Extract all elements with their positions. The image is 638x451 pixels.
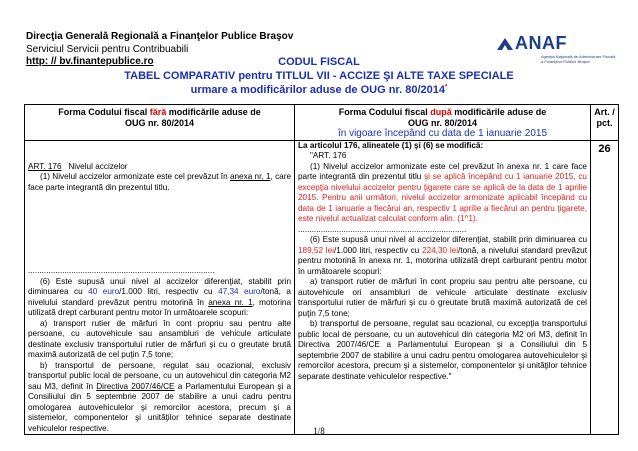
value-highlight: 189,52 lei — [298, 245, 335, 255]
amendment-intro: La articolul 176, alineatele (1) şi (6) se modifică: — [298, 140, 484, 150]
cell-after — [295, 140, 591, 435]
table-row — [25, 140, 619, 435]
para-text: , motorina utilizată drept carburant pentru motor în următoarele scopuri: — [28, 297, 292, 317]
ellipsis-line: .......................................................................... — [298, 224, 467, 234]
logo-subtitle-2: a Finanţelor Publice Braşov — [541, 59, 590, 64]
footnote-mark: * — [444, 84, 448, 91]
para-a: a) transport rutier de mărfuri în cont propriu sau pentru alte persoane, cu autovehicule sau ansambluri de vehicule articulate destinate exclusiv transportului rutier de mărfuri şi cu o greutate brută maximă autorizată de cel puţin 7,5 tone; — [28, 318, 291, 359]
para-text: (6) Este supusă unui nivel al accizelor diferenţiat, stabilit prin diminuarea cu — [28, 276, 291, 296]
header-col-before — [25, 105, 295, 141]
ellipsis-line: .................................................................................. — [28, 266, 215, 275]
header-text: Art. / pct. — [594, 107, 615, 128]
comparison-table — [24, 104, 619, 435]
article-ref: ART. 176 — [28, 161, 62, 171]
para-text: /1.000 litri, respectiv cu — [334, 245, 423, 255]
header-highlight: fără — [149, 107, 167, 117]
directive-link[interactable]: Directiva 2007/46/CE — [96, 381, 175, 391]
header-col-article — [591, 105, 619, 141]
table-header-row — [25, 105, 619, 141]
header-text: modificările aduse de — [166, 107, 261, 117]
logo-subtitle-1: Agenţia Naţională de Administrare Fiscală — [541, 54, 616, 59]
header-text: OUG nr. 80/2014 — [124, 117, 195, 128]
cell-before — [25, 140, 295, 435]
para-text: (1) Nivelul accizelor armonizate este cel prevăzut în anexa nr. 1 care face parte integrantă din prezentul titlu — [298, 161, 587, 181]
value-highlight: 47,34 euro — [218, 287, 261, 296]
article-title: Nivelul accizelor — [68, 161, 128, 171]
para-text: , care face parte integrantă din prezentul titlu. — [28, 172, 291, 192]
para-text: /tonă, a nivelului standard prevăzut pentru motorină în — [28, 287, 291, 307]
annex-link[interactable]: anexa nr. 1 — [208, 297, 253, 307]
article-number-text: 26 — [598, 142, 611, 155]
article-number — [591, 140, 619, 435]
header-text: modificările aduse de — [451, 107, 547, 117]
service-name: Serviciul Servicii pentru Contribuabili — [26, 43, 189, 55]
value-highlight: 40 euro — [88, 287, 120, 296]
article-ref: "ART. 176 — [310, 151, 347, 160]
anaf-logo-mark-icon — [497, 38, 513, 50]
para-text: /tonă, a nivelului standard prevăzut pentru motorină în anexa nr. 1, motorina utilizată drept carburant pentru motor în următoarele scopuri: — [298, 245, 587, 276]
para-text: b) transportul de persoane, regulat sau ocazional, exclusiv transportul public local de persoane, cu un autovehicul din categoria M2 sau M3, definit în — [28, 360, 291, 391]
value-highlight: 224,30 lei — [422, 245, 459, 255]
amended-text: şi se aplică începând cu 1 ianuarie 2015, cu excepţia nivelului accizelor pentru ţigarete care se aplică de la data de 1 aprilie 2015. Pentru anii următori, nivelul accizelor armonizate aplicabil începând cu data de 1 ianuarie a fiecărui an, respectiv 1 aprilie a fiecărui an pentru ţigarete, este nivelul actualizat calculat conform alin. (1^1). — [298, 172, 587, 223]
org-name: Direcţia Generală Regională a Finanţelor Publice Braşov — [26, 31, 294, 42]
page-number: 1/8 — [313, 426, 325, 436]
para-b: b) transportul de persoane, regulat sau ocazional, cu excepţia transportului public local de persoane, cu un autovehicul din categoria M2 ori M3, definit în Directiva 2007/46/CE a Parlamentului European şi a Consiliului din 5 septembrie 2007 de stabilire a unui cadru pentru omologarea autovehiculelor şi remorcilor acestora, precum şi a sistemelor, componentelor şi unităţilor tehnice separate destinate vehiculelor respective." — [298, 319, 587, 381]
para-text: (6) Este supusă unui nivel al accizelor diferenţiat, stabilit prin diminuarea cu — [310, 235, 587, 244]
document-subtitle: TABEL COMPARATIV pentru TITLUL VII - ACCIZE ŞI ALTE TAXE SPECIALE — [124, 70, 514, 82]
website-link[interactable]: http: // bv.finantepublice.ro — [26, 56, 154, 67]
header-effective-date: în vigoare începând cu data de 1 ianuarie 2015 — [337, 128, 548, 139]
para-text: /1.000 litri, respectiv cu — [119, 287, 219, 296]
logo-text: ANAF — [515, 33, 567, 53]
para-text: (1) Nivelul accizelor armonizate este cel prevăzut în — [40, 172, 230, 181]
header-highlight: după — [430, 107, 452, 117]
subtitle-text: urmare a modificărilor aduse de OUG nr. 80/2014 — [190, 84, 445, 96]
para-text: a Parlamentului European şi a Consiliului din 5 septembrie 2007 de stabilire a unui cadru pentru omologarea autovehiculelor şi remorcilor acestora, precum şi a sistemelor, componentelor şi unităţilor tehnice separate destinate vehiculelor respective. — [28, 381, 292, 433]
header-text: Forma Codului fiscal — [58, 107, 150, 117]
header-text: OUG nr. 80/2014 — [407, 117, 478, 128]
header-text: Forma Codului fiscal — [338, 107, 431, 117]
annex-link[interactable]: anexa nr. 1 — [229, 172, 271, 181]
document-subtitle-2 — [0, 84, 638, 96]
document-title: CODUL FISCAL — [278, 56, 360, 68]
header-col-after — [295, 105, 591, 141]
para-a: a) transport rutier de mărfuri în cont propriu sau pentru alte persoane, cu autovehicule ori ansambluri de vehicule articulate destinate exclusiv transportului rutier de mărfuri şi cu o greutate brută maximă autorizată de cel puţin 7,5 tone; — [298, 277, 587, 318]
